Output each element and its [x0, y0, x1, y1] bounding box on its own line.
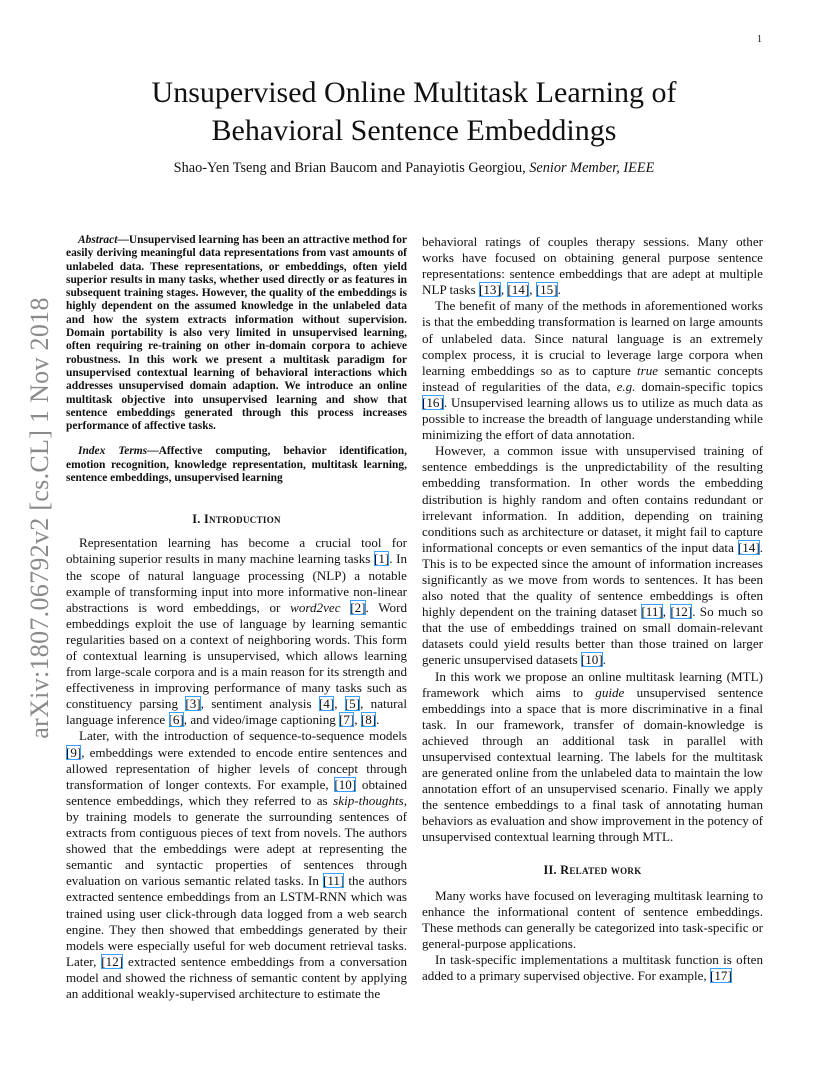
- text-run: In task-specific implementations a multitask function is often added to a primary supervised objective. For example,: [422, 951, 763, 984]
- text-run: domain-specific topics: [635, 378, 763, 394]
- author-membership: Senior Member, IEEE: [529, 160, 655, 176]
- text-run: extracted sentence embeddings from a conversation model and showed the richness of semantic content by applying an additional weakly-supervised architecture to estimate the: [66, 953, 407, 1001]
- index-terms-text: —Affective computing, behavior identification, emotion recognition, knowledge representation, multitask learning, sentence embeddings, unsupervised learning: [66, 445, 407, 485]
- citation-link[interactable]: [8]: [360, 712, 377, 728]
- text-run: , by training models to generate the surrounding sentences of extracts from contiguous pieces of text from novels. The authors showed that the embeddings were adept at representing the semantic and syntactic properties of sentences through evaluation on various semantic related tasks. In: [66, 792, 407, 889]
- section-heading-introduction: I. Introduction: [192, 512, 281, 527]
- related-paragraph-2: [422, 952, 763, 984]
- text-run: ,: [334, 696, 345, 712]
- citation-link[interactable]: [4]: [318, 696, 335, 712]
- emphasis-term: true: [637, 362, 659, 378]
- intro-paragraph-3: [422, 298, 763, 443]
- text-run: ,: [354, 712, 361, 728]
- abstract-text: —Unsupervised learning has been an attractive method for easily deriving meaningful data representations from vast amounts of unlabeled data. These representations, or embeddings, often yield superior results in many tasks, whether used directly or as features in subsequent training stages. However, the quality of the embeddings is highly dependent on the assumed knowledge in the unlabeled data and how the system extracts information without supervision. Domain portability is also very limited in unsupervised learning, often requiring re-training on other in-domain corpora to achieve robustness. In this work we present a multitask paradigm for unsupervised contextual learning of behavioral interactions which addresses unsupervised domain adaption. We introduce an online multitask objective into unsupervised learning and show that sentence embeddings generated through this process increases performance of affective tasks.: [66, 234, 407, 433]
- text-run: ,: [500, 282, 508, 298]
- intro-paragraph-2: [66, 728, 407, 1002]
- arxiv-identifier-text: arXiv:1807.06792v2 [cs.CL] 1 Nov 2018: [25, 297, 54, 739]
- text-run: . So much so that the use of embeddings trained on small domain-relevant datasets could yield results better than those trained on larger generic unsupervised datasets: [422, 604, 764, 668]
- text-run: Later, with the introduction of sequence-to-sequence models: [79, 728, 407, 744]
- intro-paragraph-4: [422, 443, 763, 668]
- text-run: However, a common issue with unsupervised training of sentence embeddings is the unpredictability of the resulting embedding transformation. In other words the embedding distribution is highly random and often contains redundant or irrelevant information. In addition, depending on training conditions such as architecture or dataset, it might fail to capture informational concepts or even semantics of the input data: [422, 443, 763, 555]
- related-paragraph-1: [422, 888, 763, 952]
- text-run: the authors extracted sentence embeddings from an LSTM-RNN which was trained using user click-through data logged from a web search engine. They then showed that embeddings generated by their models were especially useful for web document retrieval tasks. Later,: [66, 873, 407, 969]
- title-line-2: Behavioral Sentence Embeddings: [211, 114, 617, 147]
- text-run: ,: [662, 604, 671, 620]
- emphasis-term: skip-thoughts: [333, 792, 404, 808]
- citation-link[interactable]: [14]: [737, 539, 760, 555]
- citation-link[interactable]: [9]: [66, 744, 82, 760]
- text-run: Representation learning has become a crucial tool for obtaining superior results in many machine learning tasks: [66, 535, 407, 567]
- citation-link[interactable]: [1]: [373, 551, 390, 567]
- citation-link[interactable]: [14]: [507, 282, 530, 298]
- text-run: [341, 600, 351, 615]
- intro-paragraph-1: [66, 535, 407, 728]
- text-run: obtained sentence embeddings, which they referred to as: [66, 776, 407, 808]
- text-run: The benefit of many of the methods in aforementioned works is that the embedding transformation is learned on large amounts of unlabeled data. Since natural language is an extremely complex process, it is crucial to leverage large corpora when learning embeddings so as to capture: [422, 298, 763, 378]
- text-run: semantic concepts instead of regularities of the data,: [422, 362, 763, 394]
- citation-link[interactable]: [6]: [168, 712, 184, 728]
- right-column: [422, 234, 763, 984]
- text-run: .: [376, 712, 380, 728]
- text-run: . Unsupervised learning allows us to utilize as much data as possible to increase the breadth of language understanding while minimizing the effort of data annotation.: [422, 394, 763, 443]
- citation-link[interactable]: [5]: [344, 696, 361, 712]
- text-run: Many works have focused on leveraging multitask learning to enhance the informational content of sentence embeddings. These methods can generally be categorized into task-specific or general-purpose applications.: [422, 887, 763, 951]
- index-terms: [66, 445, 407, 485]
- text-run: ,: [529, 282, 536, 298]
- text-run: unsupervised sentence embeddings into a space that is more discriminative in a final task. In our framework, transfer of domain-knowledge is achieved through an additional task in parallel with unsupervised contextual learning. The labels for the multitask are generated online from the unlabeled data to maintain the low annotation effort of an unsupervised scenario. Finally we apply the sentence embeddings to a final task of annotating human behaviors as evaluation and show improvement in the potency of unsupervised contextual learning through MTL.: [422, 684, 764, 845]
- citation-link[interactable]: [16]: [422, 394, 444, 410]
- index-terms-label: Index Terms: [78, 445, 148, 458]
- emphasis-term: guide: [595, 684, 625, 700]
- text-run: .: [557, 282, 561, 298]
- page-number: 1: [757, 34, 762, 45]
- abstract-label: Abstract: [78, 234, 118, 246]
- emphasis-term: word2vec: [290, 599, 341, 615]
- text-run: .: [602, 652, 606, 668]
- author-list: [90, 159, 738, 177]
- text-run: . Word embeddings exploit the use of language by learning semantic regularities based on a context of neighboring words. This form of contextual learning is unsupervised, which allows learning from large-scale corpora and is a main reason for its strength and effectiveness in improving performance of many tasks such as constituency parsing: [66, 599, 408, 712]
- paper-title: [90, 74, 738, 150]
- intro-paragraph-5: [422, 669, 763, 846]
- citation-link[interactable]: [15]: [535, 282, 558, 298]
- intro-paragraph-2-continued: [422, 234, 763, 298]
- left-column: [66, 234, 407, 1002]
- text-run: In this work we propose an online multitask learning (MTL) framework which aims to: [422, 668, 763, 700]
- emphasis-term: e.g.: [616, 378, 636, 394]
- text-run: behavioral ratings of couples therapy sessions. Many other works have focused on obtaining general purpose sentence representations: sentence embeddings that are adept at multiple NLP tasks: [422, 234, 763, 298]
- citation-link[interactable]: [11]: [641, 604, 663, 620]
- title-line-1: Unsupervised Online Multitask Learning of: [151, 76, 677, 109]
- section-heading-related-work: II. Related work: [543, 862, 642, 877]
- text-run: , sentiment analysis: [200, 696, 319, 712]
- text-run: . This is to be expected since the amount of information increases significantly as we move from words to sentences. It has been also noted that the quality of sentence embeddings is often highly dependent on the training dataset: [422, 539, 763, 620]
- abstract: [66, 234, 407, 433]
- text-run: , natural language inference: [66, 696, 407, 728]
- citation-link[interactable]: [2]: [350, 599, 366, 615]
- citation-link[interactable]: [12]: [670, 604, 693, 620]
- citation-link[interactable]: [12]: [101, 953, 124, 969]
- author-names: Shao-Yen Tseng and Brian Baucom and Panayiotis Georgiou,: [173, 160, 526, 176]
- citation-link[interactable]: [10]: [580, 652, 603, 668]
- text-run: . In the scope of natural language processing (NLP) a notable example of transforming input into more informative non-linear abstractions is word embeddings, or: [66, 551, 407, 615]
- citation-link[interactable]: [17]: [709, 968, 732, 984]
- citation-link[interactable]: [3]: [185, 696, 201, 712]
- citation-link[interactable]: [10]: [334, 776, 357, 792]
- citation-link[interactable]: [13]: [479, 282, 501, 298]
- citation-link[interactable]: [11]: [323, 873, 345, 889]
- text-run: , and video/image captioning: [183, 712, 340, 728]
- citation-link[interactable]: [7]: [339, 712, 355, 728]
- text-run: , embeddings were extended to encode entire sentences and allowed representation of higher levels of concept through transformation of longer contexts. For example,: [66, 744, 407, 792]
